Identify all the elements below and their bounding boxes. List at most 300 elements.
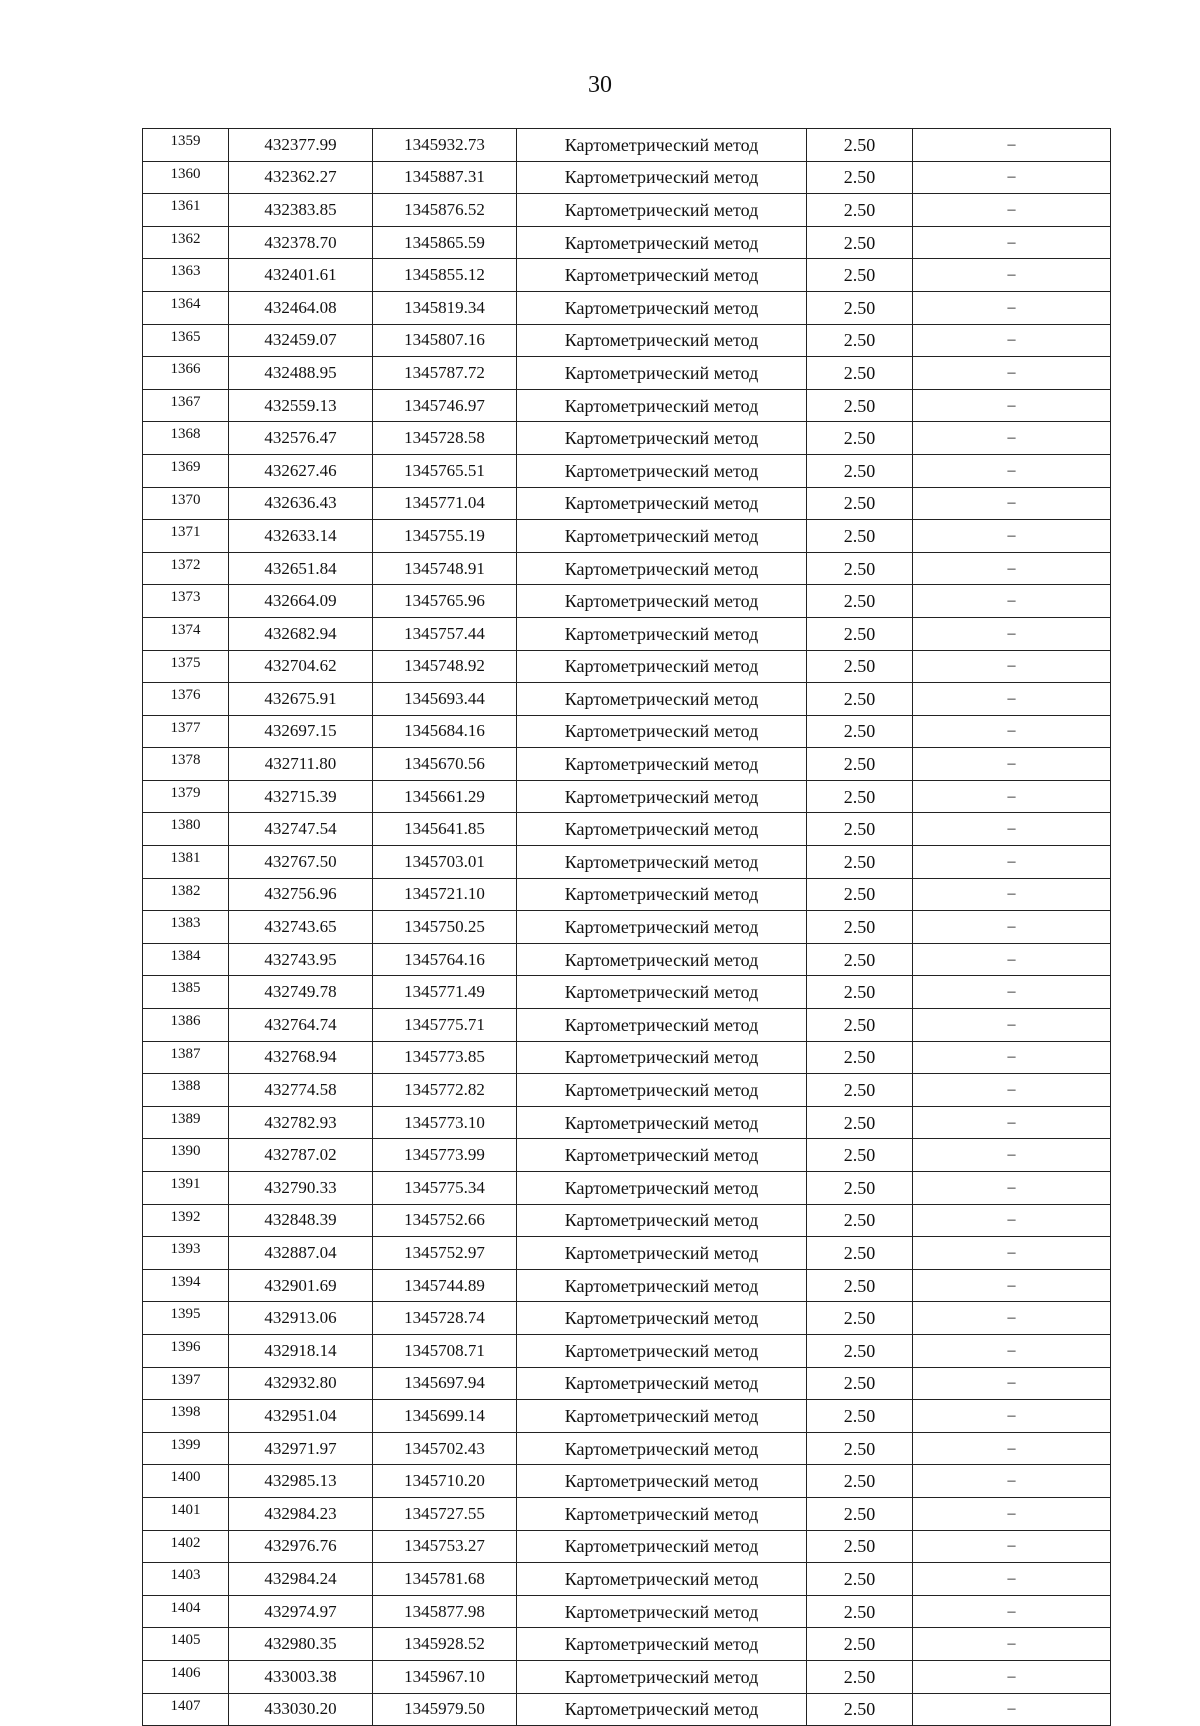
point-number-cell: 1362 [143,226,229,259]
y-coordinate-cell: 1345865.59 [373,226,517,259]
y-coordinate-cell: 1345967.10 [373,1660,517,1693]
accuracy-cell: 2.50 [807,585,913,618]
accuracy-cell: 2.50 [807,911,913,944]
point-number-cell: 1404 [143,1595,229,1628]
method-cell: Картометрический метод [517,520,807,553]
accuracy-cell: 2.50 [807,291,913,324]
x-coordinate-cell: 432932.80 [229,1367,373,1400]
method-cell: Картометрический метод [517,1106,807,1139]
y-coordinate-cell: 1345752.66 [373,1204,517,1237]
point-number-cell: 1383 [143,911,229,944]
table-row [143,520,1111,553]
description-cell: – [913,324,1111,357]
table-row [143,617,1111,650]
accuracy-cell: 2.50 [807,1009,913,1042]
method-cell: Картометрический метод [517,552,807,585]
table-row [143,389,1111,422]
accuracy-cell: 2.50 [807,683,913,716]
method-cell: Картометрический метод [517,1009,807,1042]
description-cell: – [913,1660,1111,1693]
y-coordinate-cell: 1345746.97 [373,389,517,422]
point-number-cell: 1381 [143,846,229,879]
table-row [143,748,1111,781]
point-number-cell: 1390 [143,1139,229,1172]
method-cell: Картометрический метод [517,291,807,324]
x-coordinate-cell: 432976.76 [229,1530,373,1563]
table-row [143,1595,1111,1628]
table-row [143,813,1111,846]
y-coordinate-cell: 1345757.44 [373,617,517,650]
y-coordinate-cell: 1345771.04 [373,487,517,520]
point-number-cell: 1361 [143,194,229,227]
x-coordinate-cell: 432913.06 [229,1302,373,1335]
point-number-cell: 1392 [143,1204,229,1237]
x-coordinate-cell: 432559.13 [229,389,373,422]
description-cell: – [913,161,1111,194]
y-coordinate-cell: 1345979.50 [373,1693,517,1726]
point-number-cell: 1359 [143,129,229,162]
table-row [143,1139,1111,1172]
x-coordinate-cell: 432464.08 [229,291,373,324]
y-coordinate-cell: 1345744.89 [373,1269,517,1302]
accuracy-cell: 2.50 [807,1563,913,1596]
description-cell: – [913,129,1111,162]
x-coordinate-cell: 432767.50 [229,846,373,879]
y-coordinate-cell: 1345710.20 [373,1465,517,1498]
y-coordinate-cell: 1345932.73 [373,129,517,162]
method-cell: Картометрический метод [517,878,807,911]
x-coordinate-cell: 432743.95 [229,943,373,976]
x-coordinate-cell: 432951.04 [229,1400,373,1433]
x-coordinate-cell: 432985.13 [229,1465,373,1498]
point-number-cell: 1400 [143,1465,229,1498]
accuracy-cell: 2.50 [807,357,913,390]
accuracy-cell: 2.50 [807,1139,913,1172]
table-row [143,846,1111,879]
table-row [143,1172,1111,1205]
y-coordinate-cell: 1345703.01 [373,846,517,879]
description-cell: – [913,1041,1111,1074]
point-number-cell: 1407 [143,1693,229,1726]
x-coordinate-cell: 432633.14 [229,520,373,553]
point-number-cell: 1363 [143,259,229,292]
accuracy-cell: 2.50 [807,1172,913,1205]
description-cell: – [913,1074,1111,1107]
method-cell: Картометрический метод [517,1041,807,1074]
table-row [143,683,1111,716]
point-number-cell: 1396 [143,1334,229,1367]
accuracy-cell: 2.50 [807,650,913,683]
method-cell: Картометрический метод [517,1628,807,1661]
y-coordinate-cell: 1345877.98 [373,1595,517,1628]
method-cell: Картометрический метод [517,683,807,716]
y-coordinate-cell: 1345752.97 [373,1237,517,1270]
accuracy-cell: 2.50 [807,1334,913,1367]
accuracy-cell: 2.50 [807,1041,913,1074]
description-cell: – [913,552,1111,585]
accuracy-cell: 2.50 [807,715,913,748]
y-coordinate-cell: 1345876.52 [373,194,517,227]
description-cell: – [913,487,1111,520]
description-cell: – [913,454,1111,487]
method-cell: Картометрический метод [517,324,807,357]
accuracy-cell: 2.50 [807,976,913,1009]
table-row [143,552,1111,585]
y-coordinate-cell: 1345771.49 [373,976,517,1009]
x-coordinate-cell: 432682.94 [229,617,373,650]
point-number-cell: 1399 [143,1432,229,1465]
y-coordinate-cell: 1345702.43 [373,1432,517,1465]
y-coordinate-cell: 1345748.92 [373,650,517,683]
method-cell: Картометрический метод [517,1302,807,1335]
accuracy-cell: 2.50 [807,324,913,357]
accuracy-cell: 2.50 [807,1302,913,1335]
method-cell: Картометрический метод [517,161,807,194]
method-cell: Картометрический метод [517,1074,807,1107]
description-cell: – [913,1693,1111,1726]
coordinates-table [142,128,1111,1726]
table-row [143,976,1111,1009]
point-number-cell: 1373 [143,585,229,618]
point-number-cell: 1376 [143,683,229,716]
description-cell: – [913,1106,1111,1139]
table-row [143,650,1111,683]
point-number-cell: 1389 [143,1106,229,1139]
y-coordinate-cell: 1345684.16 [373,715,517,748]
description-cell: – [913,976,1111,1009]
description-cell: – [913,1237,1111,1270]
x-coordinate-cell: 432664.09 [229,585,373,618]
point-number-cell: 1366 [143,357,229,390]
x-coordinate-cell: 432459.07 [229,324,373,357]
table-row [143,1660,1111,1693]
table-row [143,129,1111,162]
method-cell: Картометрический метод [517,617,807,650]
y-coordinate-cell: 1345765.51 [373,454,517,487]
accuracy-cell: 2.50 [807,1237,913,1270]
x-coordinate-cell: 432787.02 [229,1139,373,1172]
accuracy-cell: 2.50 [807,1269,913,1302]
description-cell: – [913,357,1111,390]
y-coordinate-cell: 1345727.55 [373,1497,517,1530]
table-row [143,487,1111,520]
y-coordinate-cell: 1345750.25 [373,911,517,944]
description-cell: – [913,194,1111,227]
description-cell: – [913,1367,1111,1400]
y-coordinate-cell: 1345781.68 [373,1563,517,1596]
method-cell: Картометрический метод [517,748,807,781]
description-cell: – [913,259,1111,292]
y-coordinate-cell: 1345753.27 [373,1530,517,1563]
x-coordinate-cell: 432749.78 [229,976,373,1009]
method-cell: Картометрический метод [517,1400,807,1433]
method-cell: Картометрический метод [517,1334,807,1367]
x-coordinate-cell: 432887.04 [229,1237,373,1270]
table-row [143,715,1111,748]
method-cell: Картометрический метод [517,357,807,390]
description-cell: – [913,650,1111,683]
description-cell: – [913,585,1111,618]
accuracy-cell: 2.50 [807,1497,913,1530]
table-row [143,943,1111,976]
x-coordinate-cell: 432704.62 [229,650,373,683]
y-coordinate-cell: 1345661.29 [373,780,517,813]
point-number-cell: 1382 [143,878,229,911]
y-coordinate-cell: 1345765.96 [373,585,517,618]
accuracy-cell: 2.50 [807,1530,913,1563]
x-coordinate-cell: 432764.74 [229,1009,373,1042]
accuracy-cell: 2.50 [807,194,913,227]
point-number-cell: 1391 [143,1172,229,1205]
x-coordinate-cell: 432901.69 [229,1269,373,1302]
table-row [143,1400,1111,1433]
table-row [143,1106,1111,1139]
description-cell: – [913,1334,1111,1367]
description-cell: – [913,1204,1111,1237]
point-number-cell: 1367 [143,389,229,422]
table-row [143,357,1111,390]
description-cell: – [913,291,1111,324]
point-number-cell: 1403 [143,1563,229,1596]
point-number-cell: 1365 [143,324,229,357]
accuracy-cell: 2.50 [807,878,913,911]
method-cell: Картометрический метод [517,1172,807,1205]
accuracy-cell: 2.50 [807,1106,913,1139]
method-cell: Картометрический метод [517,780,807,813]
method-cell: Картометрический метод [517,650,807,683]
point-number-cell: 1405 [143,1628,229,1661]
point-number-cell: 1364 [143,291,229,324]
description-cell: – [913,1302,1111,1335]
y-coordinate-cell: 1345787.72 [373,357,517,390]
accuracy-cell: 2.50 [807,1204,913,1237]
method-cell: Картометрический метод [517,1237,807,1270]
point-number-cell: 1406 [143,1660,229,1693]
point-number-cell: 1386 [143,1009,229,1042]
table-row [143,324,1111,357]
table-row [143,878,1111,911]
method-cell: Картометрический метод [517,1139,807,1172]
x-coordinate-cell: 432675.91 [229,683,373,716]
accuracy-cell: 2.50 [807,780,913,813]
x-coordinate-cell: 433003.38 [229,1660,373,1693]
description-cell: – [913,813,1111,846]
y-coordinate-cell: 1345670.56 [373,748,517,781]
table-row [143,1334,1111,1367]
method-cell: Картометрический метод [517,1432,807,1465]
table-row [143,422,1111,455]
description-cell: – [913,911,1111,944]
method-cell: Картометрический метод [517,487,807,520]
y-coordinate-cell: 1345773.85 [373,1041,517,1074]
table-row [143,454,1111,487]
description-cell: – [913,1497,1111,1530]
method-cell: Картометрический метод [517,194,807,227]
x-coordinate-cell: 432790.33 [229,1172,373,1205]
accuracy-cell: 2.50 [807,520,913,553]
table-row [143,911,1111,944]
table-row [143,1009,1111,1042]
accuracy-cell: 2.50 [807,1465,913,1498]
point-number-cell: 1395 [143,1302,229,1335]
y-coordinate-cell: 1345728.58 [373,422,517,455]
point-number-cell: 1379 [143,780,229,813]
method-cell: Картометрический метод [517,129,807,162]
accuracy-cell: 2.50 [807,422,913,455]
accuracy-cell: 2.50 [807,1628,913,1661]
table-row [143,291,1111,324]
method-cell: Картометрический метод [517,1563,807,1596]
x-coordinate-cell: 433030.20 [229,1693,373,1726]
method-cell: Картометрический метод [517,846,807,879]
method-cell: Картометрический метод [517,1269,807,1302]
method-cell: Картометрический метод [517,226,807,259]
point-number-cell: 1385 [143,976,229,1009]
point-number-cell: 1377 [143,715,229,748]
accuracy-cell: 2.50 [807,748,913,781]
table-row [143,1074,1111,1107]
description-cell: – [913,226,1111,259]
method-cell: Картометрический метод [517,1367,807,1400]
point-number-cell: 1393 [143,1237,229,1270]
method-cell: Картометрический метод [517,422,807,455]
x-coordinate-cell: 432378.70 [229,226,373,259]
y-coordinate-cell: 1345855.12 [373,259,517,292]
description-cell: – [913,715,1111,748]
table-row [143,194,1111,227]
table-row [143,1628,1111,1661]
accuracy-cell: 2.50 [807,1693,913,1726]
x-coordinate-cell: 432980.35 [229,1628,373,1661]
y-coordinate-cell: 1345755.19 [373,520,517,553]
y-coordinate-cell: 1345819.34 [373,291,517,324]
table-row [143,1367,1111,1400]
description-cell: – [913,1465,1111,1498]
method-cell: Картометрический метод [517,715,807,748]
y-coordinate-cell: 1345728.74 [373,1302,517,1335]
x-coordinate-cell: 432651.84 [229,552,373,585]
accuracy-cell: 2.50 [807,226,913,259]
description-cell: – [913,520,1111,553]
description-cell: – [913,1172,1111,1205]
point-number-cell: 1380 [143,813,229,846]
x-coordinate-cell: 432984.24 [229,1563,373,1596]
point-number-cell: 1394 [143,1269,229,1302]
table-row [143,1497,1111,1530]
point-number-cell: 1387 [143,1041,229,1074]
page-number: 30 [588,72,612,98]
description-cell: – [913,422,1111,455]
y-coordinate-cell: 1345773.99 [373,1139,517,1172]
point-number-cell: 1401 [143,1497,229,1530]
accuracy-cell: 2.50 [807,1400,913,1433]
point-number-cell: 1378 [143,748,229,781]
accuracy-cell: 2.50 [807,1367,913,1400]
description-cell: – [913,1432,1111,1465]
description-cell: – [913,1400,1111,1433]
table-row [143,161,1111,194]
y-coordinate-cell: 1345775.71 [373,1009,517,1042]
point-number-cell: 1369 [143,454,229,487]
x-coordinate-cell: 432848.39 [229,1204,373,1237]
x-coordinate-cell: 432756.96 [229,878,373,911]
accuracy-cell: 2.50 [807,389,913,422]
x-coordinate-cell: 432627.46 [229,454,373,487]
accuracy-cell: 2.50 [807,487,913,520]
x-coordinate-cell: 432971.97 [229,1432,373,1465]
description-cell: – [913,617,1111,650]
table-row [143,780,1111,813]
method-cell: Картометрический метод [517,1660,807,1693]
accuracy-cell: 2.50 [807,1074,913,1107]
accuracy-cell: 2.50 [807,617,913,650]
point-number-cell: 1388 [143,1074,229,1107]
point-number-cell: 1402 [143,1530,229,1563]
point-number-cell: 1384 [143,943,229,976]
y-coordinate-cell: 1345721.10 [373,878,517,911]
x-coordinate-cell: 432711.80 [229,748,373,781]
table-row [143,1432,1111,1465]
point-number-cell: 1398 [143,1400,229,1433]
y-coordinate-cell: 1345887.31 [373,161,517,194]
table-row [143,1465,1111,1498]
x-coordinate-cell: 432918.14 [229,1334,373,1367]
method-cell: Картометрический метод [517,389,807,422]
table-row [143,259,1111,292]
accuracy-cell: 2.50 [807,454,913,487]
description-cell: – [913,1139,1111,1172]
x-coordinate-cell: 432782.93 [229,1106,373,1139]
table-row [143,585,1111,618]
method-cell: Картометрический метод [517,1497,807,1530]
method-cell: Картометрический метод [517,1204,807,1237]
description-cell: – [913,1563,1111,1596]
accuracy-cell: 2.50 [807,943,913,976]
description-cell: – [913,683,1111,716]
method-cell: Картометрический метод [517,976,807,1009]
table-row [143,1302,1111,1335]
y-coordinate-cell: 1345697.94 [373,1367,517,1400]
accuracy-cell: 2.50 [807,1432,913,1465]
description-cell: – [913,943,1111,976]
method-cell: Картометрический метод [517,585,807,618]
description-cell: – [913,748,1111,781]
accuracy-cell: 2.50 [807,1595,913,1628]
description-cell: – [913,878,1111,911]
accuracy-cell: 2.50 [807,259,913,292]
x-coordinate-cell: 432383.85 [229,194,373,227]
y-coordinate-cell: 1345772.82 [373,1074,517,1107]
table-row [143,226,1111,259]
x-coordinate-cell: 432974.97 [229,1595,373,1628]
point-number-cell: 1374 [143,617,229,650]
point-number-cell: 1371 [143,520,229,553]
y-coordinate-cell: 1345775.34 [373,1172,517,1205]
x-coordinate-cell: 432362.27 [229,161,373,194]
method-cell: Картометрический метод [517,943,807,976]
y-coordinate-cell: 1345928.52 [373,1628,517,1661]
x-coordinate-cell: 432774.58 [229,1074,373,1107]
description-cell: – [913,1530,1111,1563]
accuracy-cell: 2.50 [807,129,913,162]
method-cell: Картометрический метод [517,259,807,292]
method-cell: Картометрический метод [517,1465,807,1498]
y-coordinate-cell: 1345764.16 [373,943,517,976]
point-number-cell: 1375 [143,650,229,683]
x-coordinate-cell: 432377.99 [229,129,373,162]
description-cell: – [913,1628,1111,1661]
y-coordinate-cell: 1345699.14 [373,1400,517,1433]
